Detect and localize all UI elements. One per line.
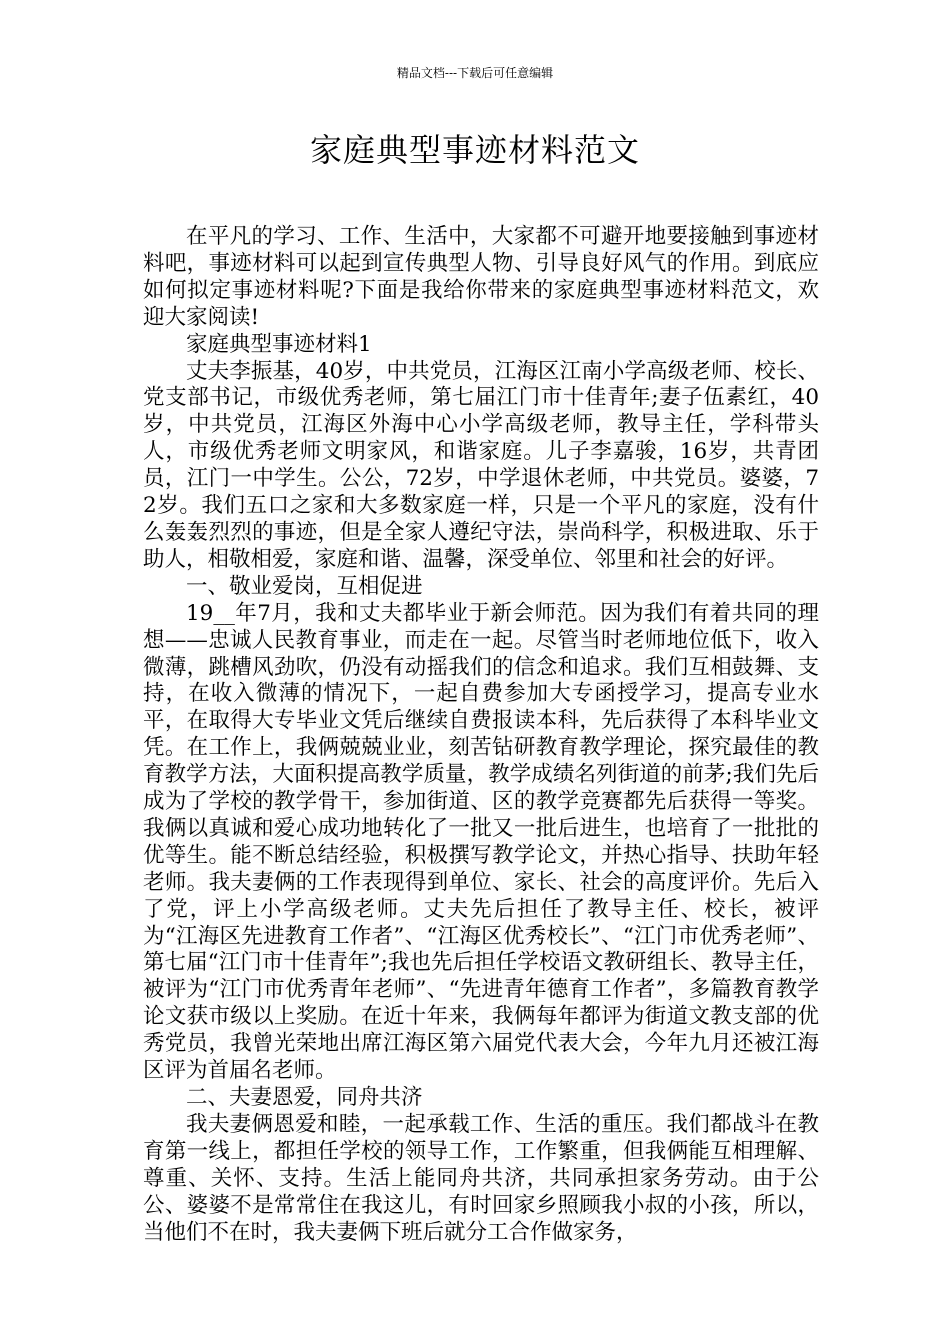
header-note: 精品文档---下载后可任意编辑 bbox=[396, 66, 554, 80]
family-overview-paragraph: 丈夫李振基，40岁，中共党员，江海区江南小学高级老师、校长、党支部书记，市级优秀老师，第七届江门市十佳青年;妻子伍素红，40岁，中共党员，江海区外海中心小学高级老师，教导主任，学科带头人，市级优秀老师文明家风，和谐家庭。儿子李嘉骏，16岁，共青团员，江门一中学生。公公，72岁，中学退休老师，中共党员。婆婆，72岁。我们五口之家和大多数家庭一样，只是一个平凡的家庭，没有什么轰轰烈烈的事迹，但是全家人遵纪守法，崇尚科学，积极进取、乐于助人，相敬相爱，家庭和谐、温馨，深受单位、邻里和社会的好评。 bbox=[143, 358, 819, 572]
intro-paragraph: 在平凡的学习、工作、生活中，大家都不可避开地要接触到事迹材料吧，事迹材料可以起到宣传典型人物、引导良好风气的作用。到底应如何拟定事迹材料呢?下面是我给你带来的家庭典型事迹材料范文，欢迎大家阅读! bbox=[143, 224, 819, 330]
section-heading-1: 一、敬业爱岗，互相促进 bbox=[186, 573, 423, 599]
career-paragraph: 19__年7月，我和丈夫都毕业于新会师范。因为我们有着共同的理想——忠诚人民教育事业，而走在一起。尽管当时老师地位低下，收入微薄，跳槽风劲吹，仍没有动摇我们的信念和追求。我们互相鼓舞、支持，在收入微薄的情况下，一起自费参加大专函授学习，提高专业水平，在取得大专毕业文凭后继续自费报读本科，先后获得了本科毕业文凭。在工作上，我俩兢兢业业，刻苦钻研教育教学理论，探究最佳的教育教学方法，大面积提高教学质量，教学成绩名列街道的前茅;我们先后成为了学校的教学骨干，参加街道、区的教学竞赛都先后获得一等奖。我俩以真诚和爱心成功地转化了一批又一批后进生，也培育了一批批的优等生。能不断总结经验，积极撰写教学论文，并热心指导、扶助年轻老师。我夫妻俩的工作表现得到单位、家长、社会的高度评价。先后入了党，评上小学高级老师。丈夫先后担任了教导主任、校长，被评为“江海区先进教育工作者”、“江海区优秀校长”、“江门市优秀老师”、第七届“江门市十佳青年”;我也先后担任学校语文教研组长、教导主任，被评为“江门市优秀青年老师”、“先进青年德育工作者”，多篇教育教学论文获市级以上奖励。在近十年来，我俩每年都评为街道文教支部的优秀党员，我曾光荣地出席江海区第六届党代表大会，今年九月还被江海区评为首届名老师。 bbox=[143, 600, 819, 1084]
section-heading-2: 二、夫妻恩爱，同舟共济 bbox=[186, 1085, 423, 1110]
document-body bbox=[143, 224, 819, 1246]
document-title: 家庭典型事迹材料范文 bbox=[309, 131, 640, 169]
section-heading-material-1: 家庭典型事迹材料1 bbox=[186, 331, 372, 357]
marriage-paragraph: 我夫妻俩恩爱和睦，一起承载工作、生活的重压。我们都战斗在教育第一线上，都担任学校的领导工作，工作繁重，但我俩能互相理解、尊重、关怀、支持。生活上能同舟共济，共同承担家务劳动。由于公公、婆婆不是常常住在我这儿，有时回家乡照顾我小叔的小孩，所以，当他们不在时，我夫妻俩下班后就分工合作做家务， bbox=[143, 1111, 819, 1245]
